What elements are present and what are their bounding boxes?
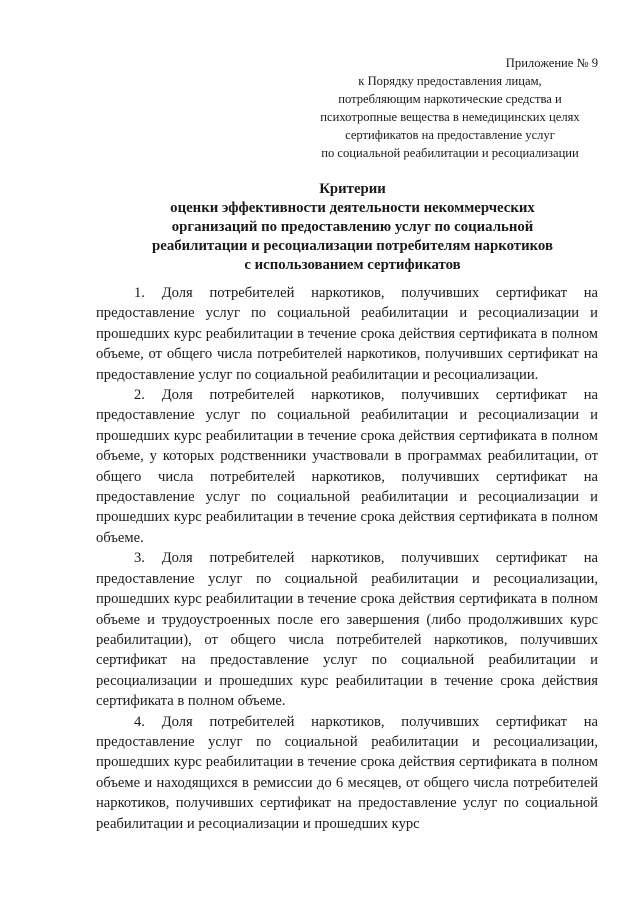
document-title bbox=[80, 180, 625, 275]
appendix-line: по социальной реабилитации и ресоциализации bbox=[321, 146, 579, 160]
title-line: организаций по предоставлению услуг по социальной bbox=[171, 219, 534, 235]
appendix-header bbox=[300, 54, 600, 162]
title-line: оценки эффективности деятельности некоммерческих bbox=[170, 200, 535, 216]
appendix-line: сертификатов на предоставление услуг bbox=[345, 128, 555, 142]
criterion-paragraph: 3. Доля потребителей наркотиков, получивших сертификат на предоставление услуг по социальной реабилитации и ресоциализации, прошедших курс реабилитации в течение срока действия сертификата в полном объеме и трудоустроенных после его завершения (либо продолживших курс реабилитации), от общего числа потребителей наркотиков, получивших сертификат на предоставление услуг по социальной реабилитации и ресоциализации и прошедших курс реабилитации в течение срока действия сертификата в полном объеме. bbox=[96, 550, 598, 710]
appendix-number: Приложение № 9 bbox=[505, 56, 598, 70]
title-heading: Критерии bbox=[319, 181, 386, 197]
appendix-line: потребляющим наркотические средства и bbox=[338, 92, 562, 106]
title-line: реабилитации и ресоциализации потребителям наркотиков bbox=[152, 238, 553, 254]
criterion-paragraph: 2. Доля потребителей наркотиков, получивших сертификат на предоставление услуг по социальной реабилитации и ресоциализации и прошедших курс реабилитации в течение срока действия сертификата в полном объеме, у которых родственники участвовали в программах реабилитации, от общего числа потребителей наркотиков, получивших сертификат на предоставление услуг по социальной реабилитации и ресоциализации и прошедших курс реабилитации в течение срока действия сертификата в полном объеме. bbox=[96, 387, 598, 546]
criterion-paragraph: 1. Доля потребителей наркотиков, получивших сертификат на предоставление услуг по социальной реабилитации и ресоциализации и прошедших курс реабилитации в течение срока действия сертификата в полном объеме, от общего числа потребителей наркотиков, получивших сертификат на предоставление услуг по социальной реабилитации и ресоциализации. bbox=[96, 285, 598, 383]
appendix-line: психотропные вещества в немедицинских целях bbox=[320, 110, 580, 124]
appendix-line: к Порядку предоставления лицам, bbox=[358, 74, 542, 88]
title-line: с использованием сертификатов bbox=[244, 257, 461, 273]
criterion-paragraph: 4. Доля потребителей наркотиков, получивших сертификат на предоставление услуг по социальной реабилитации и ресоциализации, прошедших курс реабилитации в течение срока действия сертификата в полном объеме и находящихся в ремиссии до 6 месяцев, от общего числа потребителей наркотиков, получивших сертификат на предоставление услуг по социальной реабилитации и ресоциализации и прошедших курс bbox=[96, 713, 598, 832]
criteria-list bbox=[96, 283, 598, 834]
